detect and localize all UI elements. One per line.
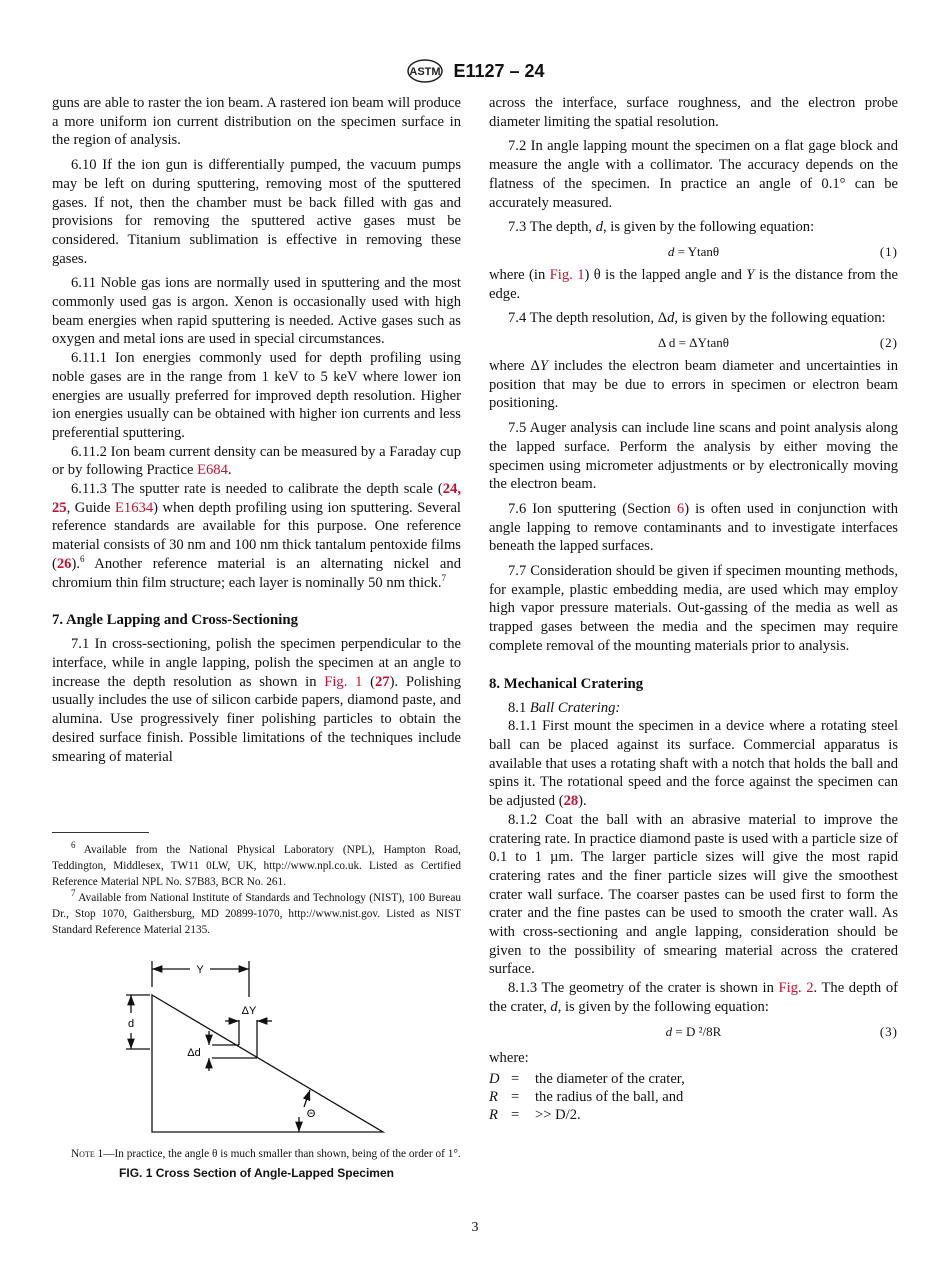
paragraph-7-3: [489, 218, 898, 237]
reference-link[interactable]: Fig. 1: [549, 266, 585, 283]
text-run: ).: [578, 793, 587, 810]
paragraph-8-1-1: [489, 717, 898, 811]
reference-link[interactable]: 6: [676, 500, 685, 517]
equation-3: [489, 1023, 898, 1041]
footnote-marker: 6: [79, 554, 85, 565]
italic-text: Y: [539, 358, 549, 375]
footnote-marker: 6: [71, 840, 76, 851]
paragraph-8-1-2: [489, 811, 898, 979]
text-run: 7.5 Auger analysis can include line scans and point analysis along the lapped surface. Perform the analysis by either moving the specimen using micrometer adjustments or by electronically moving the electron beam.: [489, 420, 898, 493]
text-run: 8.1.1 First mount the specimen in a device where a rotating steel ball can be placed against its surface. Commercial apparatus is available that uses a rotating shaft with a notch that holds the ball and spins it. The rotational speed and the force against the specimen can be adjusted (: [489, 718, 898, 810]
label-y: Y: [196, 964, 204, 976]
symbol: R: [489, 1107, 498, 1124]
text-run: Another reference material is an alternating nickel and chromium thin film structure; each layer is nominally 50 nm thick.: [52, 555, 461, 591]
label-d: d: [127, 1018, 135, 1030]
text-run: includes the electron beam diameter and uncertainties in position that may be due to errors in specimen or electron beam positioning.: [489, 358, 899, 412]
paragraph-8-1: [489, 699, 898, 718]
figure-caption: FIG. 1 Cross Section of Angle-Lapped Specimen: [119, 1166, 394, 1180]
paragraph-where-1: [489, 266, 898, 303]
paragraph-where-2: [489, 357, 898, 413]
text-run: . The depth of the crater,: [489, 980, 898, 1015]
paragraph-6-9-cont: [52, 94, 461, 150]
equation-number: (2): [879, 335, 898, 351]
text-run: Available from National Institute of Standards and Technology (NIST), 100 Bureau Dr., Stop 1070, Gaithersburg, MD 20899-1070, http://www.nist.gov. Listed as NIST Standard Reference Material 2135.: [52, 892, 461, 936]
equation-2: [489, 334, 898, 352]
equation-number: (1): [879, 243, 898, 259]
page-header: [0, 58, 950, 84]
paragraph-7-1: [52, 635, 461, 766]
paragraph-7-2: [489, 137, 898, 212]
equation-rhs: = Ytanθ: [674, 243, 720, 259]
svg-text:ASTM: ASTM: [409, 66, 442, 78]
where-item: [489, 1070, 898, 1088]
paragraph-7-1-cont: [489, 94, 898, 131]
italic-text: Y: [746, 266, 755, 283]
text-run: ) is often used in conjunction with angle lapping to remove contaminants and to investigate interfaces beneath the lapped surfaces.: [489, 500, 898, 555]
document-id: E1127 – 24: [453, 60, 545, 81]
label-theta: Θ: [306, 1108, 316, 1120]
text-run: 7.6 Ion sputtering (Section: [508, 500, 677, 517]
text-run: where (in: [489, 266, 550, 283]
paragraph-7-7: [489, 562, 898, 656]
text-run: 7.2 In angle lapping mount the specimen on a flat gage block and measure the angle with a collimator. The accuracy depends on the flatness of the specimen. In practice an angle of 0.1° can be accurately measured.: [489, 138, 898, 211]
text-run: 6.11 Noble gas ions are normally used in sputtering and the most commonly used gas is argon. Xenon is occasionally used with high beam energies when rapid sputtering is needed. Active gases such as oxygen and metal ions are used in special circumstances.: [52, 275, 461, 348]
text-run: , is given by the following equation:: [674, 310, 886, 327]
definition: the radius of the ball, and: [535, 1089, 684, 1106]
paragraph-6-11-2: [52, 443, 461, 480]
text-run: 7.3 The depth,: [508, 219, 596, 236]
figure-1-diagram: [100, 952, 420, 1147]
italic-text: d: [595, 219, 603, 236]
where-item: [489, 1106, 898, 1124]
text-run: ).: [71, 555, 80, 572]
definition: >> D/2.: [535, 1107, 581, 1124]
footnote-marker: 7: [441, 572, 446, 583]
citation-link[interactable]: 27: [375, 673, 390, 690]
text-run: across the interface, surface roughness, and the electron probe diameter limiting the spatial resolution.: [489, 95, 898, 130]
paragraph-7-6: [489, 500, 898, 556]
text-run: where Δ: [489, 358, 540, 375]
equals: =: [511, 1070, 520, 1087]
equation-1: [489, 243, 898, 261]
triangle-outline: [152, 995, 383, 1132]
astm-logo-icon: [405, 58, 445, 84]
reference-link[interactable]: E1634: [115, 499, 154, 516]
paragraph-6-11-3: [52, 480, 461, 592]
citation-link[interactable]: 24, 25: [52, 481, 461, 516]
equals: =: [511, 1107, 520, 1124]
footnote-7: [52, 890, 461, 938]
paragraph-6-11-1: [52, 349, 461, 443]
note-label: Note 1: [71, 1148, 104, 1160]
text-run: , is given by the following equation:: [557, 998, 769, 1015]
symbol: D: [489, 1070, 500, 1087]
left-column-text: [52, 94, 461, 832]
symbol: R: [489, 1089, 498, 1106]
text-run: .: [227, 462, 232, 479]
paragraph-6-11: [52, 274, 461, 349]
text-run: 7.1 In cross-sectioning, polish the specimen perpendicular to the interface, while in angle lapping, polish the specimen at an angle to increase the depth resolution as shown in: [52, 636, 461, 690]
text-run: is the distance from the edge.: [489, 266, 898, 302]
page-number: 3: [471, 1220, 479, 1235]
text-run: 8.1.3 The geometry of the crater is shown in: [508, 980, 779, 997]
text-run: ) θ is the lapped angle and: [584, 266, 747, 283]
reference-link[interactable]: Fig. 1: [324, 673, 363, 690]
text-run: 6.11.1 Ion energies commonly used for depth profiling using noble gases are in the range from 1 keV to 5 keV where lower ion energies are usually preferred for improved depth resolution. Higher ion energies usually can be obtained with higher ion currents and less preferential sputtering.: [52, 350, 461, 441]
equation-lhs: d: [665, 1023, 673, 1039]
text-run: , is given by the following equation:: [602, 219, 815, 236]
italic-text: Ball Cratering:: [529, 699, 621, 716]
footnote-6: [52, 842, 461, 890]
text-run: 8.1: [508, 699, 530, 716]
text-run: (: [362, 673, 375, 690]
text-run: 8.1.2 Coat the ball with an abrasive material to improve the cratering rate. In practice diamond paste is used with a particle size of 0.1 to 1 µm. The larger particle sizes will give the most rapid cratering rates and the finer particle sizes will give the smoothest crater wall surface. The coarser pastes can be used first to form the crater and the fine pastes can be used to smooth the crater wall. As with cross-sectioning and angle lapping, consideration should be given to the possibility of smearing material across the cratered surface.: [489, 811, 898, 978]
text-run: , Guide: [66, 499, 116, 516]
definition: the diameter of the crater,: [535, 1070, 685, 1087]
label-delta-d: Δd: [187, 1047, 201, 1059]
figure-note: [52, 1147, 461, 1162]
text-run: 7.4 The depth resolution, Δ: [508, 310, 668, 327]
reference-link[interactable]: E684: [197, 462, 228, 479]
note-text: —In practice, the angle θ is much smaller than shown, being of the order of 1°.: [103, 1148, 461, 1160]
paragraph-6-10: [52, 156, 461, 268]
right-column: [489, 94, 898, 1125]
where-item: [489, 1088, 898, 1106]
text-run: 6.11.2 Ion beam current density can be measured by a Faraday cup or by following Practice: [52, 443, 461, 479]
text-run: 6.10 If the ion gun is differentially pumped, the vacuum pumps may be left on during sputtering, removing most of the sputtered gases. If not, then the chamber must be back filled with gas and provisions for removing the sputtered active gases must be considered. Titanium sublimation is effective in removing these gases.: [52, 157, 461, 267]
text-run: 7.7 Consideration should be given if specimen mounting methods, for example, plastic embedding media, are used which may employ high vapor pressure materials. Out-gassing of the media as well as trapped gases between the media and the specimen may require complete removal of the mounting materials prior to analysis.: [489, 563, 898, 654]
left-column: [52, 94, 461, 1180]
footnote-marker: 7: [71, 888, 76, 899]
text-run: ). Polishing usually includes the use of silicon carbide papers, diamond paste, and alumina. Use progressively finer polishing particles to obtain the desired surface finish. Possible limitations of the techniques include smearing of material: [52, 673, 461, 765]
label-delta-y: ΔY: [241, 1005, 257, 1017]
where-label: where:: [489, 1049, 529, 1066]
equation-lhs: Δ d: [657, 335, 676, 351]
equals: =: [511, 1089, 520, 1106]
equation-rhs: = ΔYtanθ: [675, 335, 730, 351]
equation-number: (3): [879, 1023, 898, 1039]
citation-link[interactable]: 26: [56, 555, 72, 572]
paragraph-7-5: [489, 419, 898, 494]
footnote-divider: [52, 832, 149, 833]
equation-rhs: = D ²/8R: [672, 1023, 722, 1039]
where-list: [489, 1070, 898, 1125]
paragraph-8-1-3: [489, 979, 898, 1016]
text-run: 6.11.3 The sputter rate is needed to calibrate the depth scale (: [71, 481, 443, 498]
italic-text: d: [667, 310, 675, 327]
text-run: ) when depth profiling using ion sputtering. Several reference standards are available for this purpose. One reference material consists of 30 nm and 100 nm thick tantalum pentoxide films (: [52, 499, 461, 572]
citation-link[interactable]: 28: [563, 793, 579, 810]
text-run: Available from the National Physical Laboratory (NPL), Hampton Road, Teddington, Middlesex, TW11 0LW, UK, http://www.npl.co.uk. Listed as Certified Reference Material NPL No. S7B83, BCR No. 261.: [52, 844, 461, 888]
section-7-heading: 7. Angle Lapping and Cross-Sectioning: [52, 612, 298, 629]
paragraph-7-4: [489, 309, 898, 328]
section-8-heading: 8. Mechanical Cratering: [489, 675, 644, 692]
reference-link[interactable]: Fig. 2: [778, 980, 814, 997]
italic-text: d: [550, 998, 558, 1015]
text-run: guns are able to raster the ion beam. A rastered ion beam will produce a more uniform ion current distribution on the specimen surface in the region of analysis.: [52, 95, 461, 149]
equation-lhs: d: [667, 243, 675, 259]
